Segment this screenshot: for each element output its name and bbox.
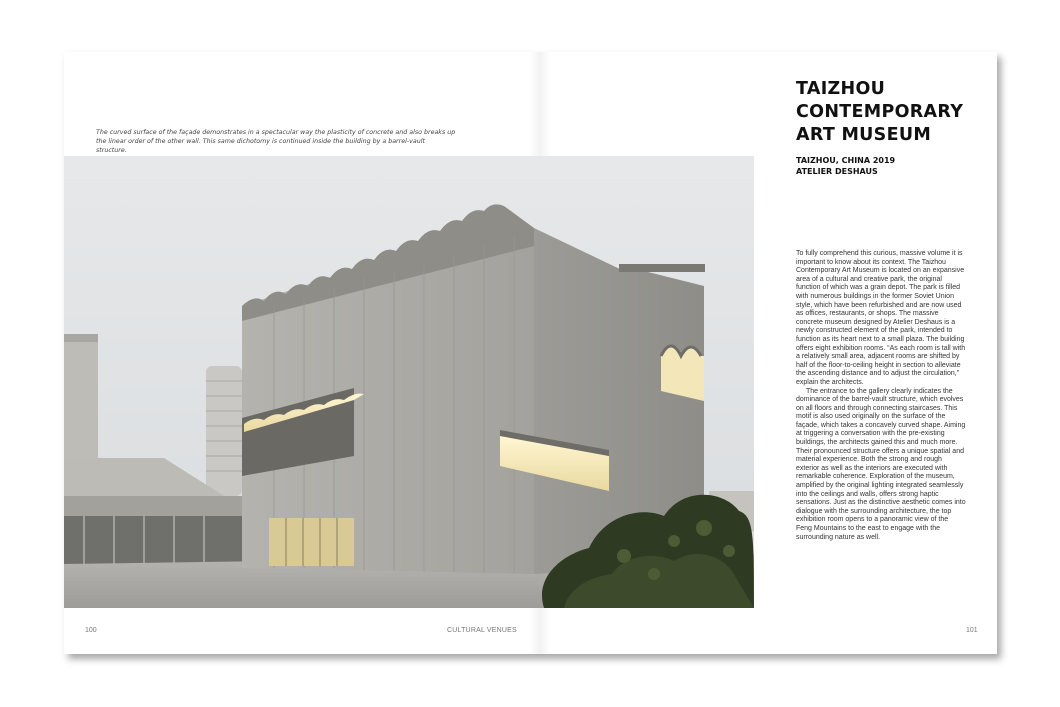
- body-paragraph-1: To fully comprehend this curious, massive volume it is important to know about its context. The Taizhou Contemporary Art Museum is located on an expansive area of a cultural and creative park, the original function of which was a grain depot. The park is filled with numerous buildings in the former Soviet Union style, which have been refurbished and are now used as offices, restaurants, or shops. The massive concrete museum designed by Atelier Deshaus is a newly constructed element of the park, intended to function as its heart next to a small plaza. The building offers eight exhibition rooms. “As each room is tall with a relatively small area, adjacent rooms are shifted by half of the floor-to-ceiling height in section to alleviate the ascending distance and to adjust the circulation,” explain the architects.: [796, 250, 966, 386]
- body-paragraph-2: The entrance to the gallery clearly indicates the dominance of the barrel-vault structure, which evolves on all floors and through connecting staircases. This motif is also used originally on the surface of the façade, which takes a concavely curved shape. Aiming at triggering a conversation with the pre-existing buildings, the architects gained this and much more. Their pronounced structure offers a unique spatial and material experience. Both the strong and rough exterior as well as the interiors are executed with remarkable coherence. Exploration of the museum, amplified by the original lighting integrated seamlessly into the ceilings and walls, offers strong haptic sensations. Just as the distinctive aesthetic comes into dialogue with the surrounding architecture, the top exhibition room opens to a panoramic view of the Feng Mountains to the east to engage with the surrounding nature as well.: [796, 387, 966, 541]
- architect-name: ATELIER DESHAUS: [796, 167, 878, 176]
- photo-caption: The curved surface of the façade demonstrates in a spectacular way the plasticity of concrete and also breaks up the linear order of the other wall. This same dichotomy is continued inside the building by a barrel-vault structure.: [96, 129, 456, 154]
- page-number-left: 100: [85, 627, 97, 634]
- location-year: TAIZHOU, CHINA 2019: [796, 156, 896, 165]
- title-line-3: ART MUSEUM: [796, 125, 932, 145]
- running-footer: CULTURAL VENUES: [447, 627, 517, 634]
- article-title: [796, 78, 986, 147]
- article-body: [796, 250, 966, 542]
- title-line-2: CONTEMPORARY: [796, 102, 964, 122]
- museum-photo: [64, 156, 754, 608]
- title-line-1: TAIZHOU: [796, 79, 886, 99]
- page-number-right: 101: [966, 627, 978, 634]
- project-meta: [796, 155, 986, 177]
